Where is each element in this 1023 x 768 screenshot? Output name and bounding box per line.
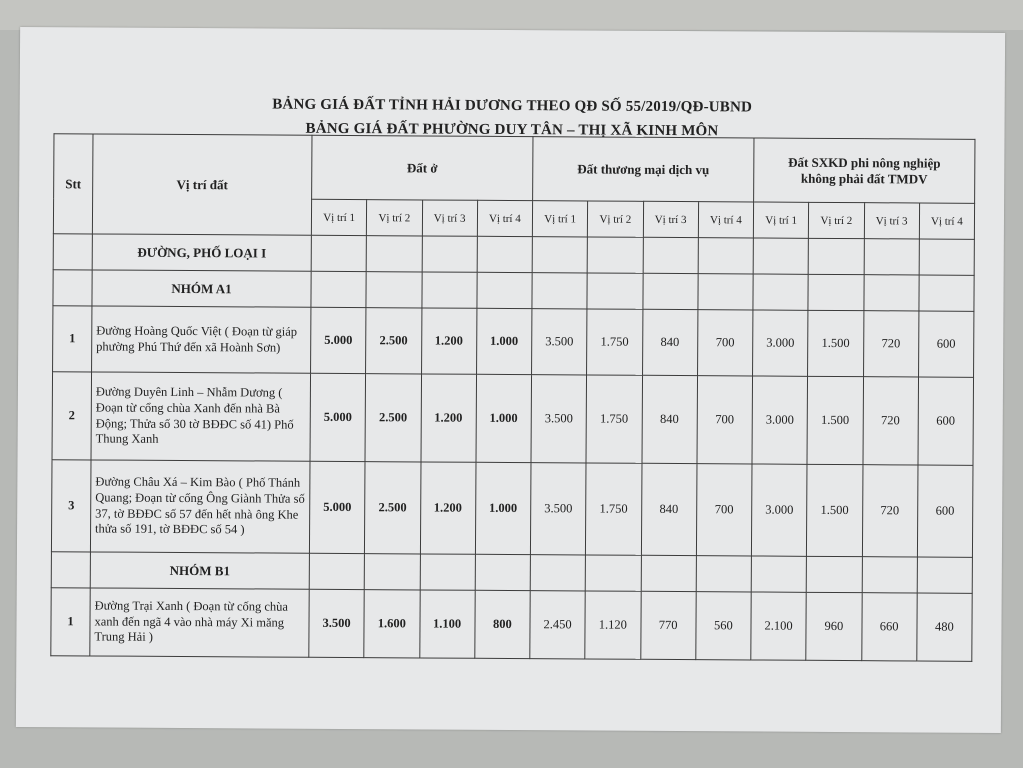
dat-o-value: 5.000 bbox=[310, 373, 366, 461]
header-sxkd bbox=[754, 138, 975, 203]
row-stt: 2 bbox=[52, 372, 92, 460]
tmdv-value: 1.750 bbox=[587, 309, 643, 375]
row-location: Đường Duyên Linh – Nhẫm Dương ( Đoạn từ cổng chùa Xanh đến nhà Bà Động; Thửa số 30 tờ BĐĐC số 41) Phố Thung Xanh bbox=[91, 372, 311, 461]
header-sxkd-line2: không phải đất TMDV bbox=[800, 170, 928, 187]
dat-o-value: 2.500 bbox=[365, 462, 421, 554]
sxkd-value: 1.500 bbox=[807, 376, 863, 464]
dat-o-value: 2.500 bbox=[366, 308, 422, 374]
tmdv-value: 3.500 bbox=[530, 463, 586, 555]
row-stt: 1 bbox=[53, 306, 92, 372]
table-row bbox=[51, 460, 973, 558]
tmdv-value: 700 bbox=[697, 376, 753, 464]
price-sheet-paper bbox=[16, 27, 1005, 733]
title-line-1: BẢNG GIÁ ĐẤT TỈNH HẢI DƯƠNG THEO QĐ SỐ 55/2019/QĐ-UBND bbox=[272, 96, 753, 116]
sxkd-pos3-header: Vị trí 3 bbox=[864, 203, 919, 239]
dat-o-value: 800 bbox=[475, 590, 531, 658]
row-location: Đường Trại Xanh ( Đoạn từ cống chùa xanh đến ngã 4 vào nhà máy Xi măng Trung Hải ) bbox=[90, 588, 309, 657]
sxkd-value: 480 bbox=[917, 593, 973, 661]
title-line-2: BẢNG GIÁ ĐẤT PHƯỜNG DUY TÂN – THỊ XÃ KINH MÔN bbox=[305, 120, 719, 140]
dat-o-value: 1.200 bbox=[421, 308, 477, 374]
sxkd-value: 600 bbox=[917, 465, 973, 557]
sxkd-value: 720 bbox=[862, 465, 918, 557]
tmdv-value: 3.500 bbox=[532, 309, 588, 375]
sxkd-value: 1.500 bbox=[808, 310, 864, 376]
dat-o-pos3-header: Vị trí 3 bbox=[422, 200, 477, 236]
dat-o-value: 5.000 bbox=[309, 461, 365, 553]
header-location: Vị trí đất bbox=[92, 134, 312, 235]
tmdv-value: 840 bbox=[641, 463, 697, 555]
section-row-group-b1 bbox=[51, 552, 972, 594]
section-row-group-a1 bbox=[53, 270, 974, 312]
row-stt: 3 bbox=[51, 460, 91, 552]
tmdv-value: 1.750 bbox=[586, 463, 642, 555]
section-group-b1: NHÓM B1 bbox=[90, 552, 309, 589]
header-dat-o: Đất ở bbox=[312, 135, 533, 200]
sxkd-pos1-header: Vị trí 1 bbox=[753, 202, 808, 238]
table-row bbox=[53, 306, 974, 378]
sxkd-value: 720 bbox=[863, 311, 919, 377]
dat-o-value: 1.000 bbox=[475, 462, 531, 554]
tmdv-value: 3.500 bbox=[531, 375, 587, 463]
sxkd-pos4-header: Vị trí 4 bbox=[919, 203, 974, 239]
wall-background bbox=[0, 0, 1023, 30]
header-tmdv: Đất thương mại dịch vụ bbox=[533, 137, 754, 202]
dat-o-pos2-header: Vị trí 2 bbox=[367, 200, 422, 236]
tmdv-pos4-header: Vị trí 4 bbox=[698, 202, 753, 238]
tmdv-value: 700 bbox=[697, 310, 753, 376]
sxkd-value: 600 bbox=[918, 377, 974, 465]
dat-o-value: 5.000 bbox=[311, 307, 367, 373]
sxkd-value: 720 bbox=[862, 377, 918, 465]
table-row bbox=[51, 588, 972, 662]
dat-o-value: 1.000 bbox=[476, 308, 532, 374]
sxkd-value: 1.500 bbox=[807, 464, 863, 556]
row-stt: 1 bbox=[51, 588, 90, 656]
dat-o-pos1-header: Vị trí 1 bbox=[311, 199, 366, 235]
tmdv-value: 1.750 bbox=[586, 375, 642, 463]
tmdv-value: 700 bbox=[696, 464, 752, 556]
section-road-type: ĐƯỜNG, PHỐ LOẠI I bbox=[92, 234, 311, 271]
sxkd-value: 2.100 bbox=[751, 592, 807, 660]
tmdv-pos1-header: Vị trí 1 bbox=[532, 201, 587, 237]
dat-o-pos4-header: Vị trí 4 bbox=[477, 200, 532, 236]
dat-o-value: 1.000 bbox=[476, 374, 532, 462]
land-price-table bbox=[50, 133, 975, 662]
header-stt: Stt bbox=[53, 134, 93, 234]
sxkd-value: 3.000 bbox=[753, 310, 809, 376]
tmdv-pos3-header: Vị trí 3 bbox=[643, 201, 698, 237]
dat-o-value: 1.200 bbox=[420, 374, 476, 462]
tmdv-value: 560 bbox=[696, 592, 752, 660]
tmdv-value: 1.120 bbox=[585, 591, 641, 659]
sxkd-value: 960 bbox=[806, 592, 862, 660]
dat-o-value: 1.600 bbox=[364, 590, 420, 658]
row-location: Đường Châu Xá – Kim Bào ( Phố Thánh Quang; Đoạn từ cống Ông Giành Thửa số 37, tờ BĐĐC số 57 đến hết nhà ông Khe thửa số 191, tờ BĐĐC số 54 ) bbox=[90, 460, 310, 553]
row-location: Đường Hoàng Quốc Việt ( Đoạn từ giáp phường Phú Thứ đến xã Hoành Sơn) bbox=[92, 306, 311, 373]
sxkd-pos2-header: Vị trí 2 bbox=[809, 202, 864, 238]
sxkd-value: 660 bbox=[861, 593, 917, 661]
sxkd-value: 3.000 bbox=[752, 376, 808, 464]
sxkd-value: 3.000 bbox=[751, 464, 807, 556]
section-row-road-type bbox=[53, 234, 974, 276]
tmdv-value: 770 bbox=[640, 591, 696, 659]
dat-o-value: 1.200 bbox=[420, 462, 476, 554]
header-row bbox=[54, 134, 975, 204]
dat-o-value: 2.500 bbox=[365, 374, 421, 462]
tmdv-value: 2.450 bbox=[530, 591, 586, 659]
tmdv-value: 840 bbox=[641, 375, 697, 463]
section-group-a1: NHÓM A1 bbox=[92, 270, 311, 307]
dat-o-value: 3.500 bbox=[309, 589, 365, 657]
table-row bbox=[52, 372, 974, 466]
tmdv-pos2-header: Vị trí 2 bbox=[588, 201, 643, 237]
tmdv-value: 840 bbox=[642, 309, 698, 375]
dat-o-value: 1.100 bbox=[419, 590, 475, 658]
sxkd-value: 600 bbox=[918, 311, 974, 377]
header-sxkd-line1: Đất SXKD phi nông nghiệp bbox=[788, 154, 941, 171]
